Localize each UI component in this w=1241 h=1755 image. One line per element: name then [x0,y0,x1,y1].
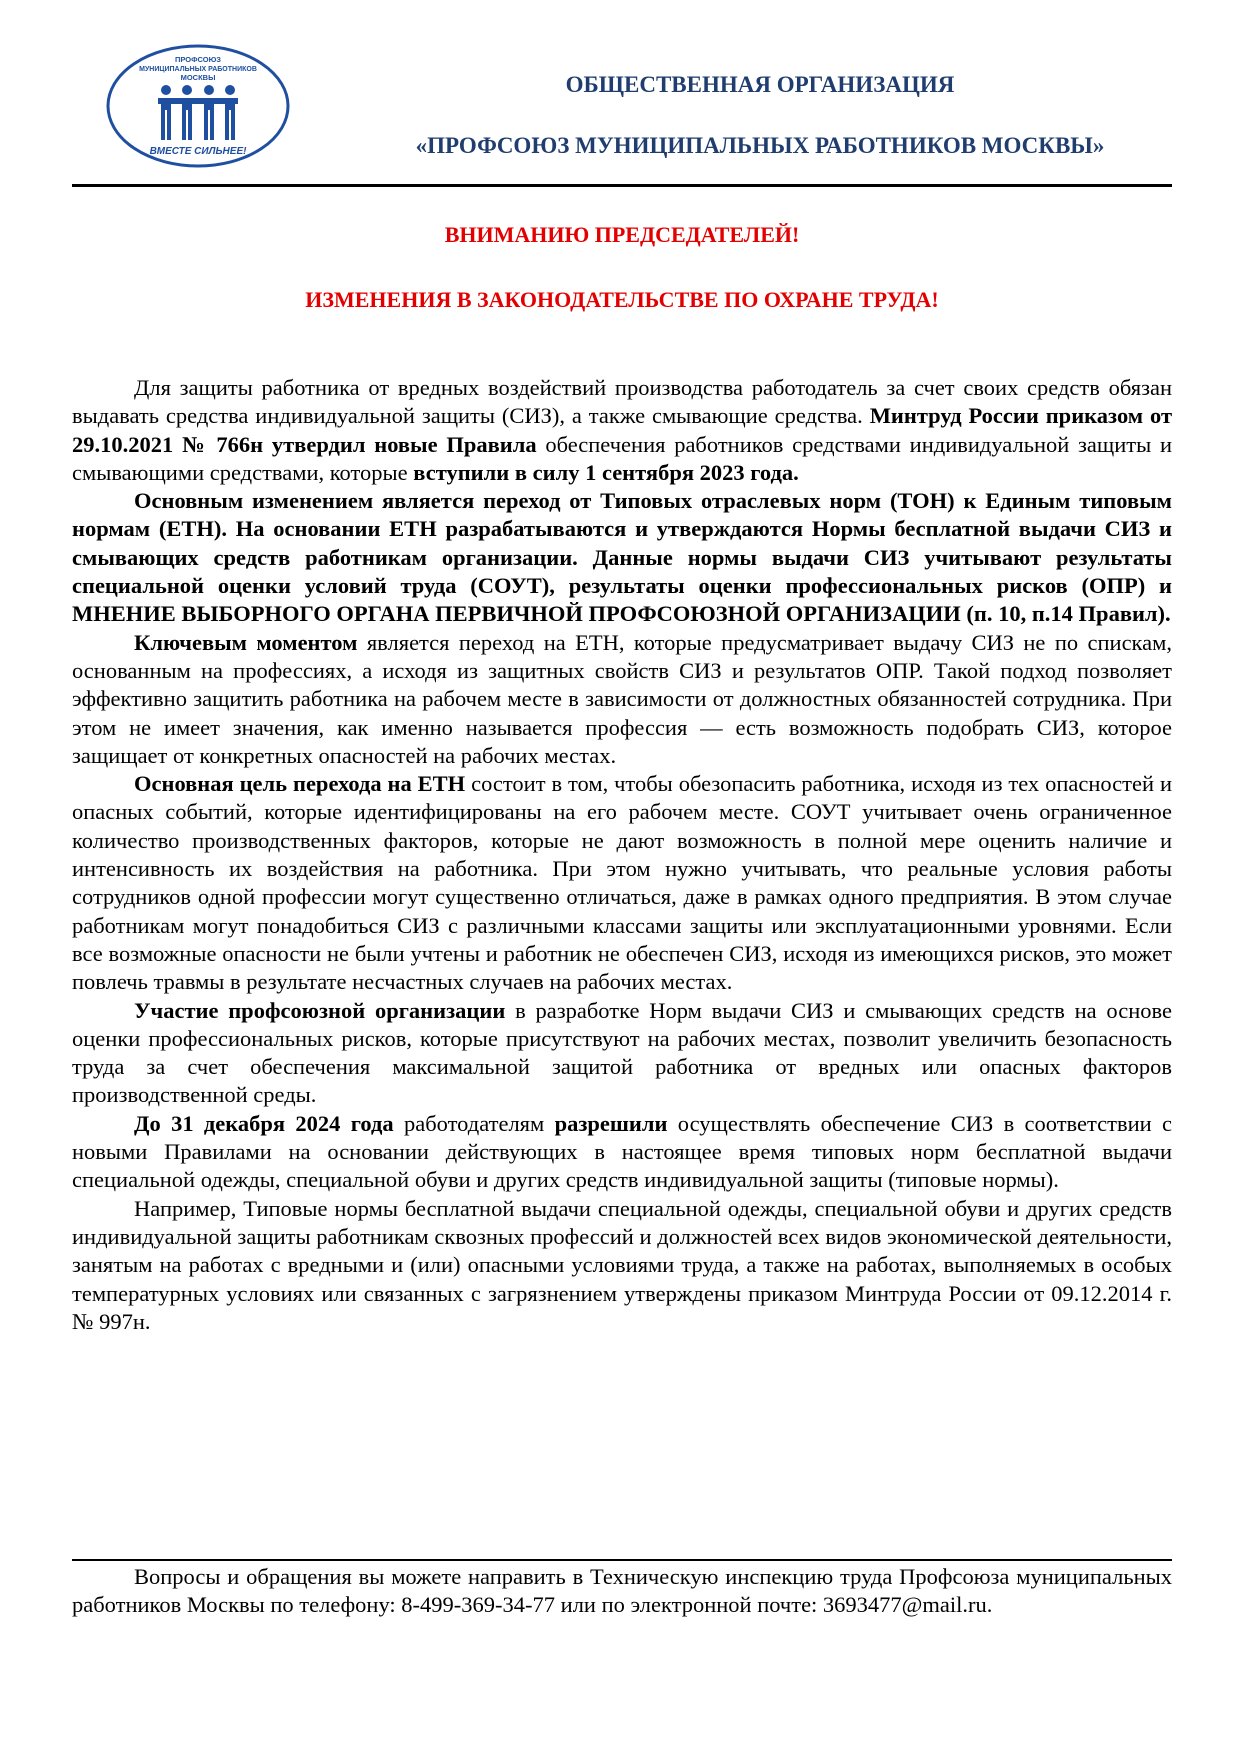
body-paragraph [72,1195,1172,1336]
body-paragraph [72,1110,1172,1195]
header-divider [72,184,1172,187]
people-figures-icon [158,85,238,140]
logo-line-2: МУНИЦИПАЛЬНЫХ РАБОТНИКОВ [139,66,257,73]
organization-name: «ПРОФСОЮЗ МУНИЦИПАЛЬНЫХ РАБОТНИКОВ МОСКВЫ» [415,133,1105,158]
bold-text: Основная цель перехода на ЕТН [134,771,466,797]
text: Для защиты работника от вредных воздействий производства работодатель за счет своих средств обязан выдавать средства индивидуальной защиты (СИЗ), а также смывающие средства. [72,375,1172,429]
body-paragraph [72,629,1172,770]
text: в разработке Норм выдачи СИЗ и смывающих средств на основе оценки профессиональных рисков, которые присутствуют на рабочих местах, позволит увеличить безопасность труда за счет обеспечения максимальной защитой работника от вредных или опасных факторов производственной среды. [72,997,1172,1108]
body-paragraph [72,374,1172,487]
logo-line-1: ПРОФСОЮЗ [174,55,222,64]
text: состоит в том, чтобы обезопасить работника, исходя из тех опасностей и опасных событий, которые идентифицированы на его рабочем месте. СОУТ учитывает очень ограниченное количество производственных факторов, которые не дают возможность в полной мере оценить наличие и интенсивность их воздействия на работника. При этом нужно учитывать, что реальные условия работы сотрудников одной профессии могут существенно отличаться, даже в рамках одного предприятия. В этом случае работникам могут понадобиться СИЗ с различными классами защиты или эксплуатационными уровнями. Если все возможные опасности не были учтены и работник не обеспечен СИЗ, исходя из имеющихся рисков, это может повлечь травмы в результате несчастных случаев на рабочих местах. [72,771,1172,995]
bold-text: Основным изменением является переход от Типовых отраслевых норм (ТОН) к Единым типовым нормам (ЕТН). На основании ЕТН разрабатываются и утверждаются Нормы бесплатной выдачи СИЗ и смывающих средств работникам организации. Данные нормы выдачи СИЗ учитывают результаты специальной оценки условий труда (СОУТ), результаты оценки профессиональных рисков (ОПР) и МНЕНИЕ ВЫБОРНОГО ОРГАНА ПЕРВИЧНОЙ ПРОФСОЮЗНОЙ ОРГАНИЗАЦИИ (п. 10, п.14 Правил). [72,488,1172,627]
bold-text: До 31 декабря 2024 года [134,1110,394,1136]
bold-text: Ключевым моментом [134,629,358,655]
text: является переход на ЕТН, которые предусматривает выдачу СИЗ не по спискам, основанным на профессиях, а исходя из защитных свойств СИЗ и результатов ОПР. Такой подход позволяет эффективно защитить работника на рабочем месте в зависимости от должностных обязанностей сотрудника. При этом не имеет значения, как именно называется профессия — есть возможность подобрать СИЗ, которое защищает от конкретных опасностей на рабочих местах. [72,629,1172,768]
logo-line-3: МОСКВЫ [180,73,216,82]
logo-motto: ВМЕСТЕ СИЛЬНЕЕ! [149,146,247,157]
text: Например, Типовые нормы бесплатной выдачи специальной одежды, специальной обуви и других средств индивидуальной защиты работникам сквозных профессий и должностей всех видов экономической деятельности, занятым на работах с вредными и (или) опасными условиями труда, а также на работах, выполняемых в особых температурных условиях или связанных с загрязнением утверждены приказом Минтруда России от 09.12.2014 г. № 997н. [72,1195,1172,1334]
body-paragraph [72,487,1172,628]
text: осуществлять обеспечение СИЗ в соответствии с новыми Правилами на основании действующих в настоящее время типовых норм бесплатной выдачи специальной одежды, специальной обуви и других средств индивидуальной защиты (типовые нормы). [72,1110,1172,1193]
contact-footer: Вопросы и обращения вы можете направить в Техническую инспекцию труда Профсоюза муниципальных работников Москвы по телефону: 8-499-369-34-77 или по электронной почте: 3693477@mail.ru. [72,1564,1172,1618]
union-logo [106,44,290,168]
organization-type: ОБЩЕСТВЕННАЯ ОРГАНИЗАЦИЯ [565,72,955,97]
bold-text: Минтруд России приказом от 29.10.2021 № 766н утвердил новые Правила [72,403,1172,457]
body-paragraph [72,770,1172,996]
body-paragraph [72,997,1172,1110]
document-body [72,374,1172,1336]
text: работодателям [393,1110,555,1136]
bold-text: разрешили [554,1110,668,1136]
footer-divider [72,1559,1172,1561]
text: обеспечения работников средствами индивидуальной защиты и смывающими средствами, которые [72,431,1173,485]
attention-heading: ВНИМАНИЮ ПРЕДСЕДАТЕЛЕЙ! [444,222,800,247]
bold-text: вступили в силу 1 сентября 2023 года. [413,459,799,485]
bold-text: Участие профсоюзной организации [134,997,506,1023]
legislation-changes-heading: ИЗМЕНЕНИЯ В ЗАКОНОДАТЕЛЬСТВЕ ПО ОХРАНЕ ТРУДА! [305,287,939,312]
